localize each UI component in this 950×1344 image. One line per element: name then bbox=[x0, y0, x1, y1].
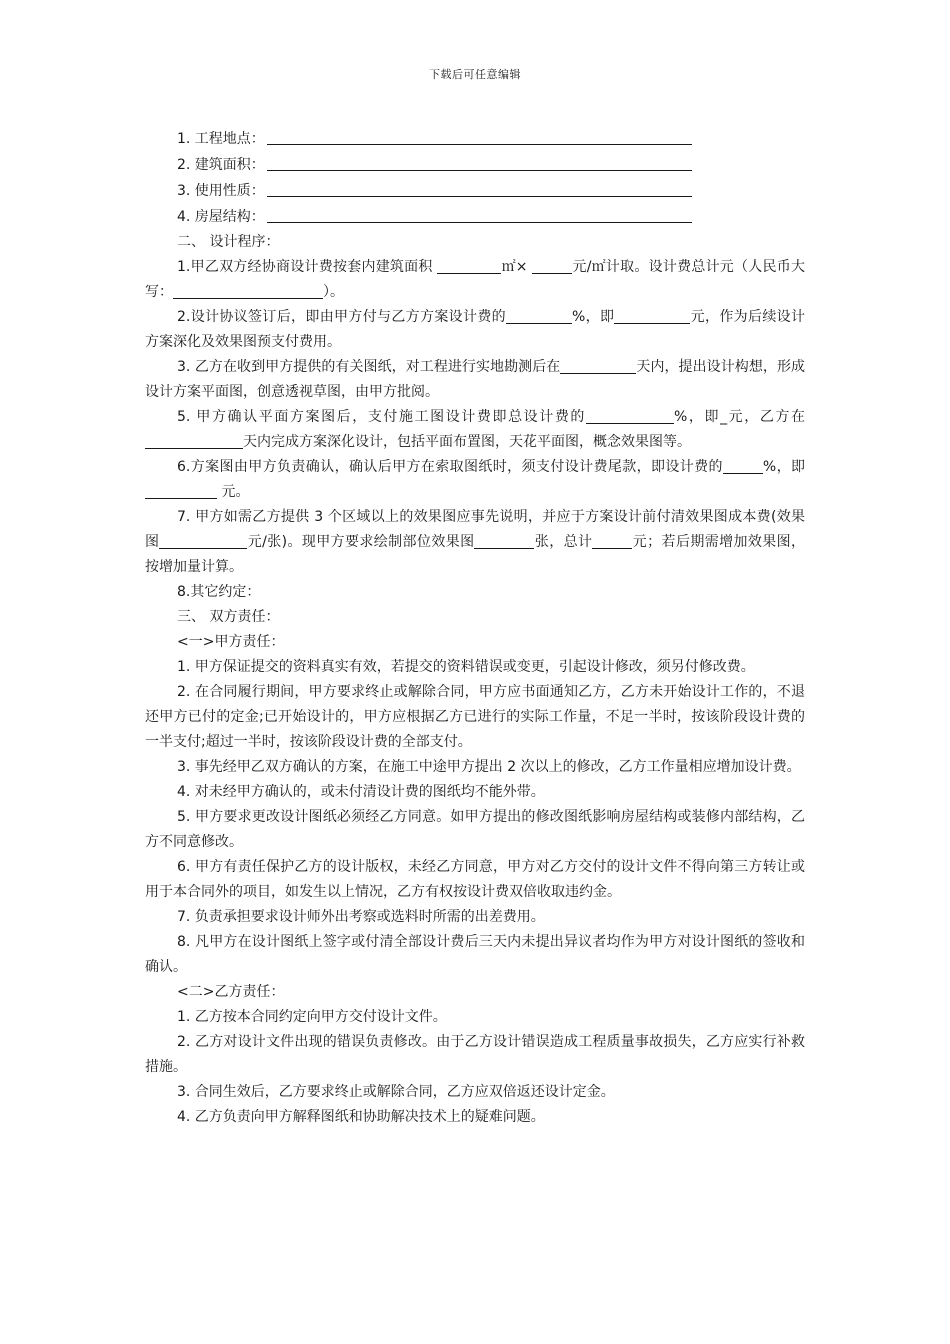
party-a-clause: 8. 凡甲方在设计图纸上签字或付清全部设计费后三天内未提出异议者均作为甲方对设计图纸的签收和确认。 bbox=[145, 934, 805, 975]
document-body bbox=[145, 126, 805, 1130]
blank bbox=[145, 432, 243, 449]
subheading-party-b: <二>乙方责任： bbox=[177, 984, 285, 1000]
field-building-area bbox=[145, 152, 805, 178]
blank bbox=[474, 532, 534, 549]
party-a-clause: 4. 对未经甲方确认的，或未付清设计费的图纸均不能外带。 bbox=[177, 784, 545, 800]
field-label: 2. 建筑面积： bbox=[177, 157, 265, 173]
field-label: 1. 工程地点： bbox=[177, 131, 265, 147]
party-a-clause: 7. 负责承担要求设计师外出考察或选料时所需的出差费用。 bbox=[177, 909, 545, 925]
subheading-party-a: <一>甲方责任： bbox=[177, 634, 285, 650]
party-b-clause: 4. 乙方负责向甲方解释图纸和协助解决技术上的疑难问题。 bbox=[177, 1109, 545, 1125]
page-header: 下载后可任意编辑 bbox=[429, 68, 521, 81]
party-b-clause: 3. 合同生效后，乙方要求终止或解除合同，乙方应双倍返还设计定金。 bbox=[177, 1084, 615, 1100]
clause-design-fee: 1.甲乙双方经协商设计费按套内建筑面积 ㎡× 元/㎡计取。设计费总计元（人民币大写： ）。 bbox=[145, 259, 805, 300]
party-b-clause: 1. 乙方按本合同约定向甲方交付设计文件。 bbox=[177, 1009, 447, 1025]
clause-other-agreements: 8.其它约定： bbox=[177, 584, 261, 600]
section-heading-design-procedure: 二、 设计程序： bbox=[177, 234, 280, 250]
field-label: 3. 使用性质： bbox=[177, 183, 265, 199]
blank bbox=[592, 532, 632, 549]
party-a-clause: 1. 甲方保证提交的资料真实有效，若提交的资料错误或变更，引起设计修改，须另付修改费。 bbox=[177, 659, 755, 675]
fill-in-line bbox=[267, 178, 692, 197]
clause-rendering-fee: 7. 甲方如需乙方提供 3 个区域以上的效果图应事先说明，并应于方案设计前付清效果图成本费(效果图 元/张)。现甲方要求绘制部位效果图 张，总计 元；若后期需增加效果图，按增加量计算。 bbox=[145, 509, 806, 575]
blank bbox=[614, 307, 690, 324]
party-a-clause: 2. 在合同履行期间，甲方要求终止或解除合同，甲方应书面通知乙方，乙方未开始设计工作的，不退还甲方已付的定金;已开始设计的，甲方应根据乙方已进行的实际工作量，不足一半时，按该阶段设计费的一半支付;超过一半时，按该阶段设计费的全部支付。 bbox=[145, 684, 805, 750]
blank bbox=[437, 257, 501, 274]
field-usage bbox=[145, 178, 805, 204]
fill-in-line bbox=[267, 204, 692, 223]
field-structure bbox=[145, 204, 805, 230]
fill-in-line bbox=[267, 152, 692, 171]
party-a-clause: 6. 甲方有责任保护乙方的设计版权，未经乙方同意，甲方对乙方交付的设计文件不得向第三方转让或用于本合同外的项目，如发生以上情况，乙方有权按设计费双倍收取违约金。 bbox=[145, 859, 805, 900]
fill-in-line bbox=[267, 126, 692, 145]
party-b-clause: 2. 乙方对设计文件出现的错误负责修改。由于乙方设计错误造成工程质量事故损失，乙方应实行补救措施。 bbox=[145, 1034, 805, 1075]
blank bbox=[506, 307, 572, 324]
section-heading-responsibilities: 三、 双方责任： bbox=[177, 609, 280, 625]
blank bbox=[560, 357, 636, 374]
blank bbox=[173, 282, 323, 299]
party-a-clause: 5. 甲方要求更改设计图纸必须经乙方同意。如甲方提出的修改图纸影响房屋结构或装修内部结构，乙方不同意修改。 bbox=[145, 809, 805, 850]
field-project-location bbox=[145, 126, 805, 152]
clause-construction-drawing-fee: 5. 甲方确认平面方案图后，支付施工图设计费即总设计费的 %，即_元，乙方在天内完成方案深化设计，包括平面布置图，天花平面图，概念效果图等。 bbox=[145, 405, 805, 455]
clause-final-payment: 6.方案图由甲方负责确认，确认后甲方在索取图纸时，须支付设计费尾款，即设计费的 %，即 元。 bbox=[145, 455, 805, 505]
blank bbox=[586, 407, 674, 424]
blank bbox=[159, 532, 247, 549]
field-label: 4. 房屋结构： bbox=[177, 209, 265, 225]
clause-site-survey: 3. 乙方在收到甲方提供的有关图纸，对工程进行实地勘测后在 天内，提出设计构想，形成设计方案平面图，创意透视草图，由甲方批阅。 bbox=[145, 359, 806, 400]
blank bbox=[145, 482, 217, 499]
party-a-clause: 3. 事先经甲乙双方确认的方案，在施工中途甲方提出 2 次以上的修改，乙方工作量相应增加设计费。 bbox=[177, 759, 801, 775]
clause-advance-payment: 2.设计协议签订后，即由甲方付与乙方方案设计费的 %，即 元，作为后续设计方案深化及效果图预支付费用。 bbox=[145, 309, 806, 350]
blank bbox=[723, 457, 763, 474]
blank bbox=[532, 257, 572, 274]
